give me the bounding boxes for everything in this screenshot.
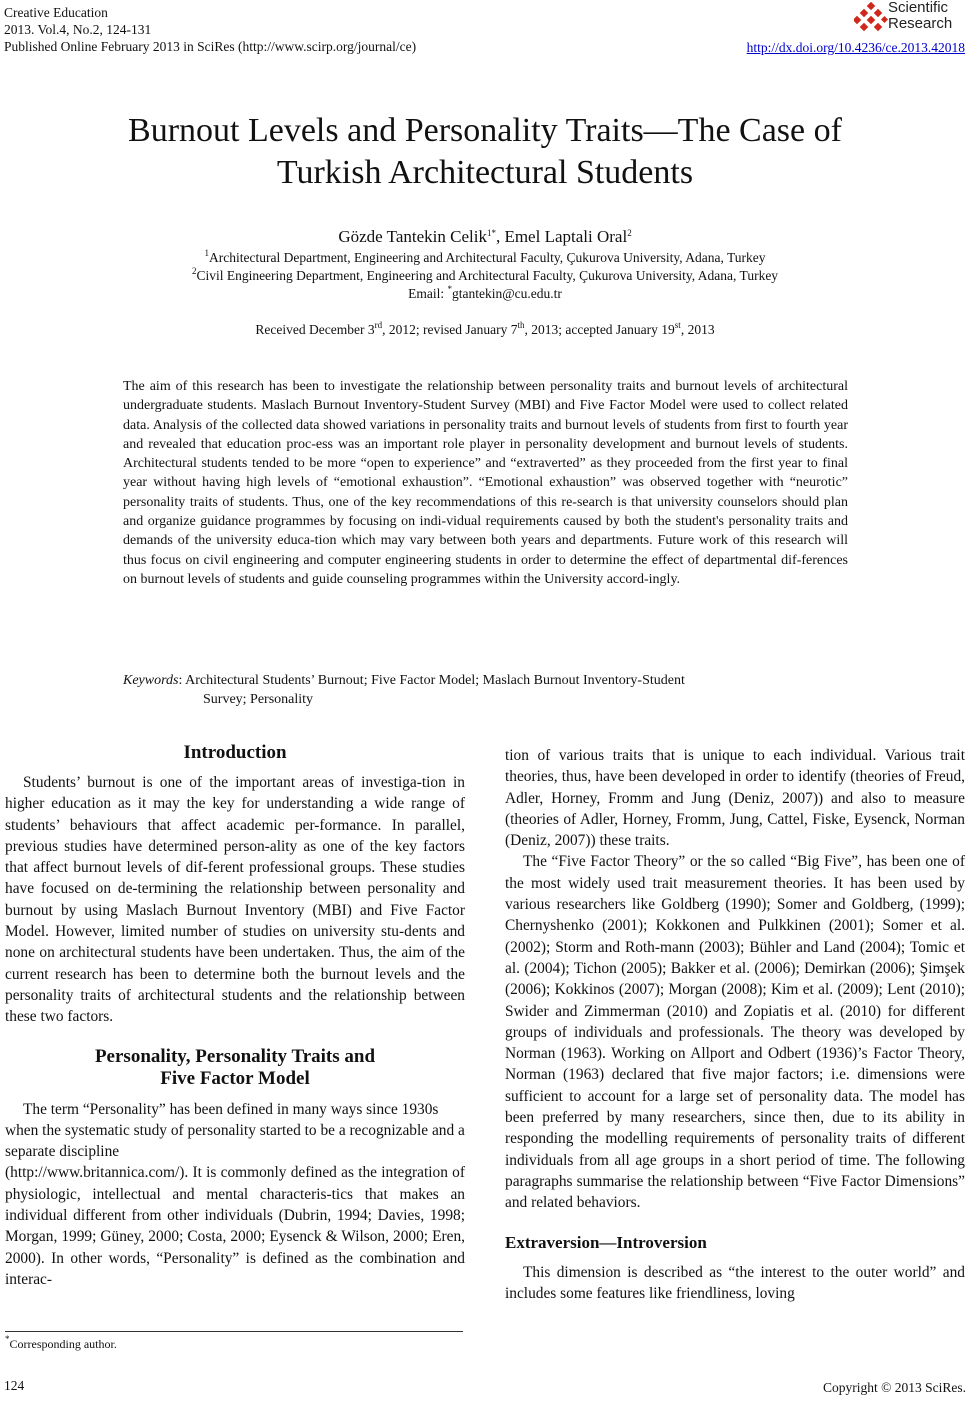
email-address: gtantekin@cu.edu.tr: [451, 286, 562, 301]
journal-name: Creative Education: [4, 5, 108, 20]
page-number: 124: [4, 1378, 25, 1393]
logo-line1: Scientific: [888, 0, 949, 16]
extraversion-heading: Extraversion—Introversion: [505, 1232, 707, 1252]
aff1-text: Architectural Department, Engineering and Architectural Faculty, Çukurova University, Adana, Turkey: [209, 250, 766, 265]
paper-title: [0, 110, 970, 194]
footnote: [5, 1334, 117, 1352]
journal-published: Published Online February 2013 in SciRes (http://www.scirp.org/journal/ce): [4, 39, 417, 54]
aff1-sup: 1: [204, 248, 209, 258]
aff2-text: Civil Engineering Department, Engineering and Architectural Faculty, Çukurova University, Adana, Turkey: [196, 268, 779, 283]
accepted-sup: st: [674, 320, 681, 330]
email-label: Email:: [408, 286, 448, 301]
personality-paragraph-cont: (http://www.britannica.com/). It is commonly defined as the integration of physiologic, intellectual and mental characteris-tics that makes an individual different from other individuals (Dubrin, 1994; Davies, 1998; Morgan, 1999; Güney, 2000; Costa, 2000; Eysenck & Wilson, 2000; Eren, 2000). In other words, “Personality” is defined as the combination and interac-: [5, 1164, 465, 1288]
authors: [0, 227, 970, 247]
personality-heading-line1: Personality, Personality Traits and: [94, 1045, 376, 1067]
email-sup: *: [447, 284, 452, 294]
introduction-paragraph: Students’ burnout is one of the important areas of investiga-tion in higher education as it may the key for understanding a wide range of students’ behaviours that affect academic per-formance. In parallel, previous studies have determined person-ality as one of the key factors that affect burnout levels of dif-ferent professional groups. These studies have focused on de-termining the relationship between personality and burnout by using Maslach Burnout Inventory (MBI) and Five Factor Model. However, limited number of studies on university stu-dents and none on architectural students have been undertaken. Thus, the aim of the current research has been to determine both the burnout levels and the personality traits of architectural students and the relationship between these two factors.: [5, 774, 465, 1026]
journal-volume: 2013. Vol.4, No.2, 124-131: [4, 22, 152, 37]
right-column: [505, 745, 965, 1304]
accepted-year: , 2013: [680, 322, 715, 337]
logo-text: [888, 0, 952, 32]
abstract: The aim of this research has been to investigate the relationship between personality traits and burnout levels of architectural undergraduate students. Maslach Burnout Inventory-Student Survey (MBI) and Five Factor Model were used to collect related data. Analysis of the collected data showed variations in personality traits and burnout levels of students from first to fourth year and revealed that education proc-ess was an important role player in personality development and burnout levels of students. Architectural students tended to be more “open to experience” and “extraverted” as they proceeded from the first year to final year without having high levels of “emotional exhaustion”. “Emotional exhaustion” was observed together with “neurotic” personality traits of students. Thus, one of the key recommendations of this re-search is that university counselors should plan and organize guidance programmes by focusing on indi-vidual requirements caused by both the student's personality traits and demands of the university educa-tion which may vary between both years and departments. Future work of this research will thus focus on civil engineering and computer engineering students in order to determine the effect of departmental dif-ferences on burnout levels of students and guide counseling programmes within the University accord-ingly.: [123, 379, 848, 587]
personality-heading-line2: Five Factor Model: [160, 1067, 310, 1089]
introduction-heading: Introduction: [183, 742, 287, 763]
right-paragraph-1: tion of various traits that is unique to each individual. Various trait theories, thus, have been developed in order to identify (theories of Freud, Adler, Horney, Fromm and Jung (Deniz, 2007)) and also to measure (theories of Adler, Horney, Fromm, Jung, Cattel, Fiske, Eysenck, Norman (Deniz, 2007)) these traits.: [505, 747, 965, 850]
title-line-2: Turkish Architectural Students: [276, 154, 694, 191]
doi-link[interactable]: http://dx.doi.org/10.4236/ce.2013.42018: [746, 40, 965, 55]
received-dates: [0, 322, 970, 338]
left-column: [5, 742, 465, 1290]
revised-text: , 2012; revised January 7: [382, 322, 518, 337]
author-email: [0, 285, 970, 303]
keywords-line1: : Architectural Students’ Burnout; Five Factor Model; Maslach Burnout Inventory-Student: [178, 673, 685, 688]
five-factor-paragraph: The “Five Factor Theory” or the so called “Big Five”, has been one of the most widely used trait measurement theories. It has been used by various researchers like Goldberg (1990); Somer and Goldberg, (1999); Chernyshenko (2001); Kokkonen and Pulkkinen (2001); Somer et al. (2002); Storm and Roth-mann (2003); Bühler and Land (2004); Tomic et al. (2004); Tichon (2005); Bakker et al. (2006); Demirkan (2006); Şimşek (2006); Kokkinos (2007); Morgan (2008); Kim et al. (2009); Lent (2010); Swider and Zimmerman (2010) and Zopiatis et al. (2010) for different groups of individuals and professionals. The theory was developed by Norman (1963). Working on Allport and Odbert (1936)’s Factor Theory, Norman (1963) declared that five major factors; i.e. dimensions were sufficient to account for a large set of personality data. The model has been preferred by many researchers, since then, due to its ability in responding the modelling requirements of personality traits of different individuals from all age groups in a short period of time. The following paragraphs summarise the relationship between “Five Factor Dimensions” and related behaviors.: [505, 853, 965, 1212]
logo-line2: Research: [888, 15, 953, 32]
scientific-research-logo: [854, 0, 964, 38]
affiliation-1: [0, 249, 970, 267]
author-2-sup: 2: [627, 228, 632, 238]
revised-sup: th: [517, 320, 525, 330]
author-2: , Emel Laptali Oral: [495, 227, 628, 246]
title-line-1: Burnout Levels and Personality Traits—The Case of: [128, 112, 842, 149]
journal-header: [4, 4, 416, 55]
keywords-line2: Survey; Personality: [203, 692, 314, 707]
footnote-divider: [5, 1331, 463, 1332]
accepted-text: , 2013; accepted January 19: [524, 322, 675, 337]
logo-icon: [854, 2, 888, 36]
footnote-text: Corresponding author.: [9, 1337, 117, 1351]
author-1-sup: 1*: [486, 228, 496, 238]
aff2-sup: 2: [191, 266, 197, 276]
personality-heading: [5, 1046, 465, 1090]
affiliation-2: [0, 267, 970, 285]
extraversion-paragraph: This dimension is described as “the interest to the outer world” and includes some features like friendliness, loving: [505, 1263, 965, 1303]
keywords: [123, 671, 848, 709]
copyright: Copyright © 2013 SciRes.: [822, 1380, 966, 1395]
footnote-sup: *: [5, 1334, 10, 1344]
keywords-label: Keywords: [123, 673, 179, 688]
received-sup: rd: [374, 320, 383, 330]
personality-paragraph: The term “Personality” has been defined in many ways since 1930s when the systematic study of personality started to be a recognizable and a separate discipline: [5, 1100, 465, 1161]
received-text: Received December 3: [255, 322, 375, 337]
author-1: Gözde Tantekin Celik: [338, 227, 487, 246]
